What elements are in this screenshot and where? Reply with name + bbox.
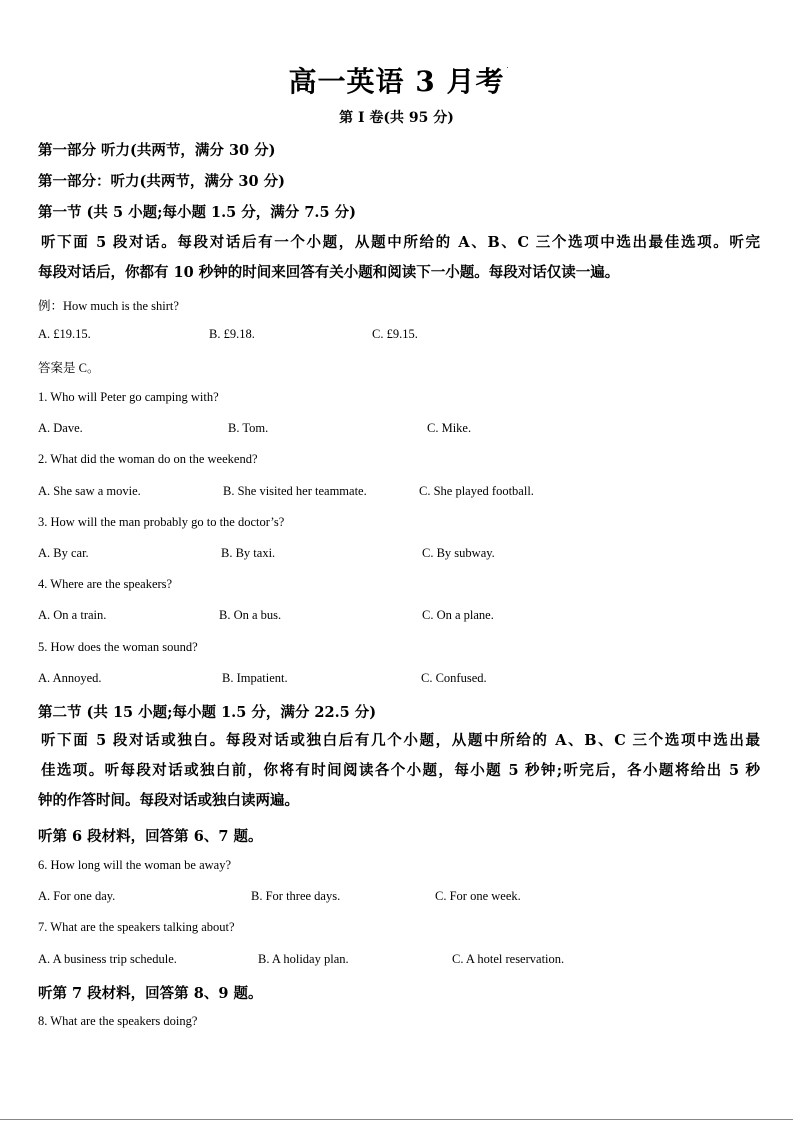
question-1-option-b: B. Tom. bbox=[228, 421, 269, 435]
part1-heading: 第一部分 听力(共两节，满分 30 分) bbox=[38, 142, 276, 159]
question-7-option-a: A. A business trip schedule. bbox=[38, 952, 177, 966]
question-1-option-c: C. Mike. bbox=[427, 421, 472, 435]
question-3-option-c: C. By subway. bbox=[422, 546, 495, 560]
question-4-option-c: C. On a plane. bbox=[422, 608, 494, 622]
question-3-option-b: B. By taxi. bbox=[221, 546, 276, 560]
question-2-option-a: A. She saw a movie. bbox=[38, 484, 141, 498]
example-option-b: B. £9.18. bbox=[209, 327, 255, 341]
instruction-line: 佳选项。听每段对话或独白前，你将有时间阅读各个小题，每小题 5 秒钟;听完后，各小题将给出 5 秒 bbox=[41, 762, 760, 779]
question-6-option-b: B. For three days. bbox=[251, 889, 341, 903]
section2-instructions bbox=[38, 726, 760, 816]
instruction-line: 钟的作答时间。每段对话或独白读两遍。 bbox=[38, 792, 299, 809]
question-5-option-a: A. Annoyed. bbox=[38, 671, 102, 685]
question-7-option-c: C. A hotel reservation. bbox=[452, 952, 565, 966]
part1-heading-repeat: 第一部分：听力(共两节，满分 30 分) bbox=[38, 173, 285, 190]
question-6: 6. How long will the woman be away? bbox=[38, 858, 232, 872]
question-2: 2. What did the woman do on the weekend? bbox=[38, 452, 258, 466]
question-2-option-c: C. She played football. bbox=[419, 484, 534, 498]
question-1-option-a: A. Dave. bbox=[38, 421, 83, 435]
question-6-option-c: C. For one week. bbox=[435, 889, 521, 903]
question-5-option-b: B. Impatient. bbox=[222, 671, 288, 685]
section1-heading: 第一节 (共 5 小题;每小题 1.5 分，满分 7.5 分) bbox=[38, 204, 356, 221]
example-option-c: C. £9.15. bbox=[372, 327, 418, 341]
stray-dot bbox=[507, 67, 508, 68]
page-title: 高一英语 3 月考 bbox=[288, 65, 505, 98]
material-6-heading: 听第 6 段材料，回答第 6、7 题。 bbox=[38, 828, 263, 845]
example-option-a: A. £19.15. bbox=[38, 327, 91, 341]
question-5-option-c: C. Confused. bbox=[421, 671, 487, 685]
question-3-option-a: A. By car. bbox=[38, 546, 89, 560]
question-2-option-b: B. She visited her teammate. bbox=[223, 484, 367, 498]
page-bottom-rule bbox=[0, 1119, 793, 1120]
example-answer: 答案是 C。 bbox=[38, 361, 100, 375]
question-8: 8. What are the speakers doing? bbox=[38, 1014, 198, 1028]
question-4-option-b: B. On a bus. bbox=[219, 608, 282, 622]
question-6-option-a: A. For one day. bbox=[38, 889, 116, 903]
question-4: 4. Where are the speakers? bbox=[38, 577, 173, 591]
question-5: 5. How does the woman sound? bbox=[38, 640, 198, 654]
paper-subtitle: 第 I 卷(共 95 分) bbox=[339, 110, 454, 126]
question-3: 3. How will the man probably go to the doctor’s? bbox=[38, 515, 285, 529]
question-7-option-b: B. A holiday plan. bbox=[258, 952, 349, 966]
question-4-option-a: A. On a train. bbox=[38, 608, 107, 622]
question-1: 1. Who will Peter go camping with? bbox=[38, 390, 219, 404]
instruction-line: 每段对话后，你都有 10 秒钟的时间来回答有关小题和阅读下一小题。每段对话仅读一遍。 bbox=[38, 264, 620, 281]
instruction-line: 听下面 5 段对话或独白。每段对话或独白后有几个小题，从题中所给的 A、B、C 三个选项中选出最 bbox=[41, 732, 760, 749]
example-question: 例：How much is the shirt? bbox=[38, 299, 179, 313]
material-7-heading: 听第 7 段材料，回答第 8、9 题。 bbox=[38, 985, 263, 1002]
section2-heading: 第二节 (共 15 小题;每小题 1.5 分，满分 22.5 分) bbox=[38, 704, 377, 721]
question-7: 7. What are the speakers talking about? bbox=[38, 920, 235, 934]
section1-instructions bbox=[38, 228, 760, 288]
instruction-line: 听下面 5 段对话。每段对话后有一个小题，从题中所给的 A、B、C 三个选项中选出最佳选项。听完 bbox=[41, 234, 760, 251]
